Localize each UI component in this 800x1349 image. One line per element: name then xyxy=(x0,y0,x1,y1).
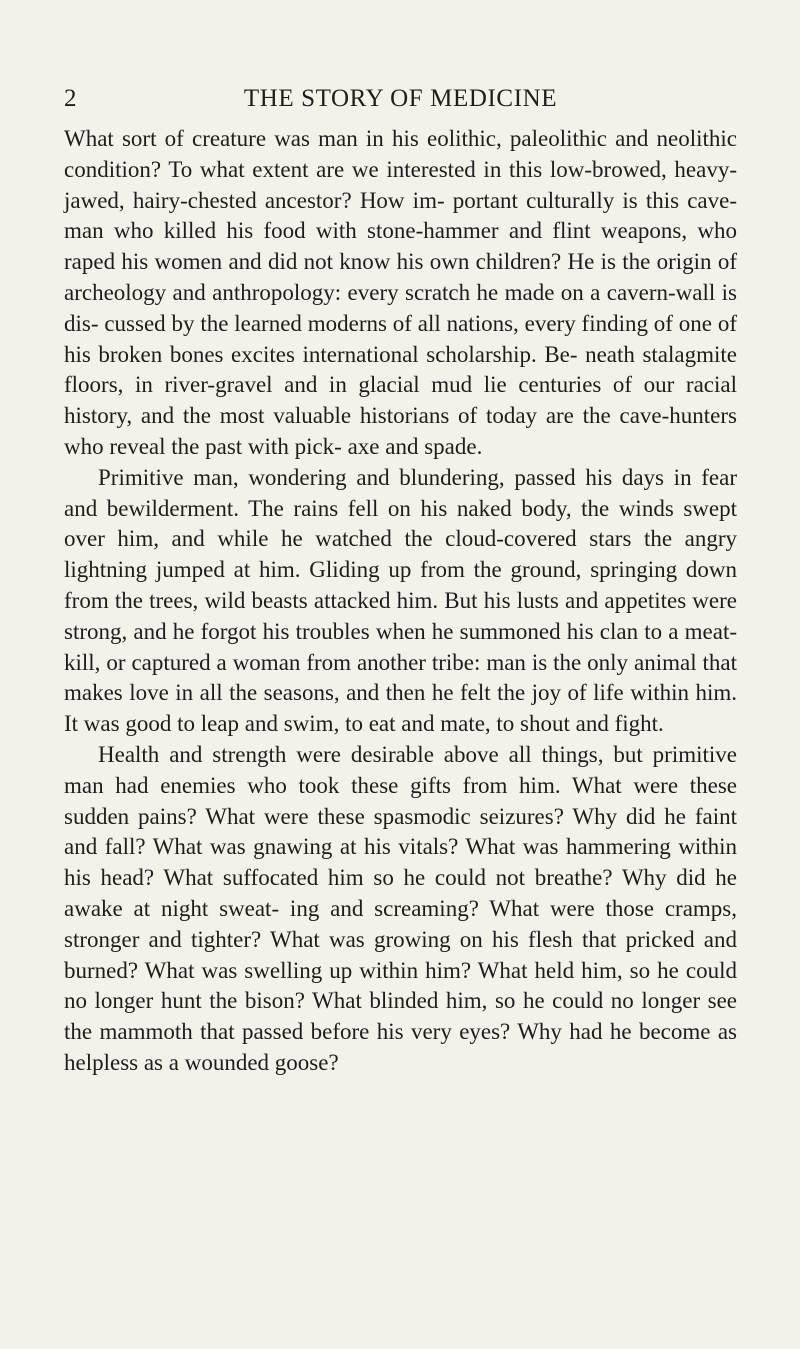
body-text xyxy=(64,124,737,1079)
book-title: THE STORY OF MEDICINE xyxy=(243,85,558,112)
paragraph: Primitive man, wondering and blundering, passed his days in fear and bewilderment. The rains fell on his naked body, the winds swept over him, and while he watched the cloud-covered stars the angry lightning jumped at him. Gliding up from the ground, springing down from the trees, wild beasts attacked him. But his lusts and appetites were strong, and he forgot his troubles when he summoned his clan to a meat-kill, or captured a woman from another tribe: man is the only animal that makes love in all the seasons, and then he felt the joy of life within him. It was good to leap and swim, to eat and mate, to shout and fight. xyxy=(64,464,737,737)
page-number: 2 xyxy=(64,85,77,112)
paragraph: What sort of creature was man in his eolithic, paleolithic and neolithic condition? To what extent are we interested in this low-browed, heavy-jawed, hairy-chested ancestor? How im- portant culturally is this cave-man who killed his food with stone-hammer and flint weapons, who raped his women and did not know his own children? He is the origin of archeology and anthropology: every scratch he made on a cavern-wall is dis- cussed by the learned moderns of all nations, every finding of one of his broken bones excites international scholarship. Be- neath stalagmite floors, in river-gravel and in glacial mud lie centuries of our racial history, and the most valuable historians of today are the cave-hunters who reveal the past with pick- axe and spade. xyxy=(64,126,737,459)
running-head xyxy=(64,82,737,116)
paragraph: Health and strength were desirable above all things, but primitive man had enemies who took these gifts from him. What were these sudden pains? What were these spasmodic seizures? Why did he faint and fall? What was gnawing at his vitals? What was hammering within his head? What suffocated him so he could not breathe? Why did he awake at night sweat- ing and screaming? What were those cramps, stronger and tighter? What was growing on his flesh that pricked and burned? What was swelling up within him? What held him, so he could no longer hunt the bison? What blinded him, so he could no longer see the mammoth that passed before his very eyes? Why had he become as helpless as a wounded goose? xyxy=(64,741,737,1075)
